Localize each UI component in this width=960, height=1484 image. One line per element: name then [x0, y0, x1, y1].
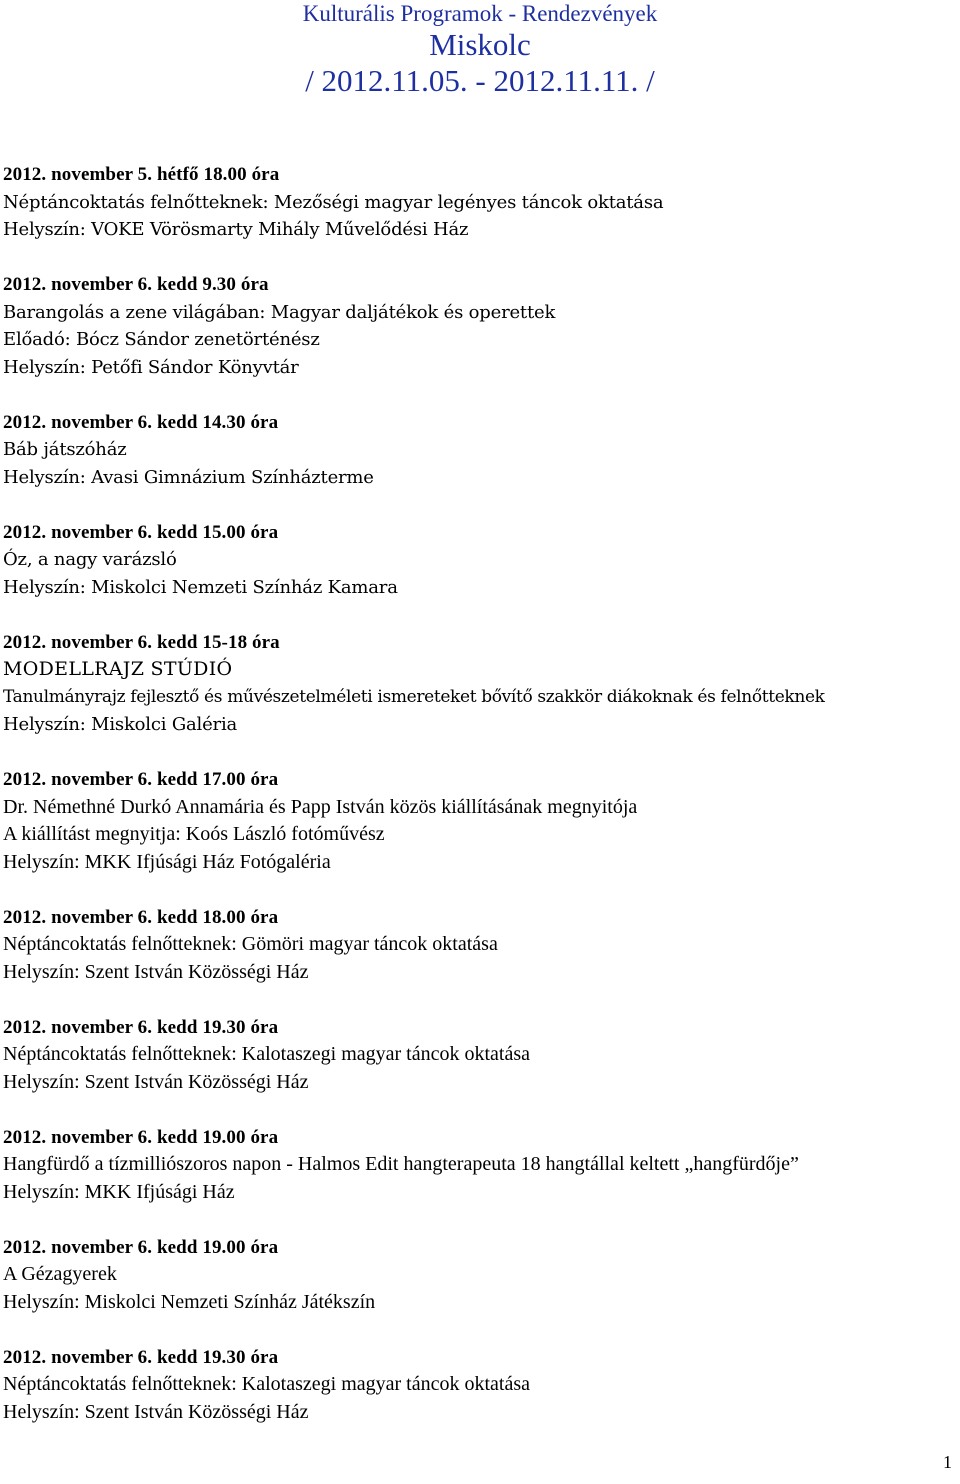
- event-detail-line: Helyszín: VOKE Vörösmarty Mihály Művelődési Ház: [3, 219, 469, 240]
- event-entry: [3, 766, 953, 876]
- event-detail-line: Tanulmányrajz fejlesztő és művészetelméleti ismereteket bővítő szakkör diákoknak és felnőtteknek: [3, 686, 825, 707]
- event-detail-line: Néptáncoktatás felnőtteknek: Mezőségi magyar legényes táncok oktatása: [3, 191, 664, 213]
- event-detail-line: Helyszín: Szent István Közösségi Ház: [3, 1070, 309, 1093]
- event-date: 2012. november 6. kedd 19.30 óra: [3, 1346, 279, 1368]
- page-number: 1: [943, 1452, 952, 1472]
- event-detail-line: Előadó: Bócz Sándor zenetörténész: [3, 329, 320, 350]
- event-detail-line: Helyszín: Szent István Közösségi Ház: [3, 1400, 309, 1423]
- event-entry: [3, 1234, 953, 1317]
- event-entry: [3, 904, 953, 987]
- event-detail-line: A Gézagyerek: [3, 1263, 117, 1285]
- event-detail-line: Óz, a nagy varázsló: [3, 549, 177, 570]
- document-header: [0, 0, 960, 99]
- event-detail-line: MODELLRAJZ STÚDIÓ: [3, 658, 233, 680]
- event-date: 2012. november 6. kedd 19.30 óra: [3, 1016, 279, 1038]
- event-date: 2012. november 6. kedd 18.00 óra: [3, 906, 279, 928]
- header-date-range: / 2012.11.05. - 2012.11.11. /: [305, 63, 655, 98]
- event-date: 2012. november 6. kedd 17.00 óra: [3, 769, 279, 790]
- event-detail-line: Helyszín: Szent István Közösségi Ház: [3, 960, 309, 983]
- event-detail-line: Helyszín: Miskolci Galéria: [3, 714, 238, 735]
- event-detail-line: Dr. Némethné Durkó Annamária és Papp István közös kiállításának megnyitója: [3, 795, 638, 818]
- event-detail-line: Helyszín: Miskolci Nemzeti Színház Kamara: [3, 576, 398, 598]
- event-detail-line: Hangfürdő a tízmilliószoros napon - Halmos Edit hangterapeuta 18 hangtállal keltett „hangfürdője”: [3, 1153, 799, 1175]
- event-detail-line: Helyszín: MKK Ifjúsági Ház Fotógaléria: [3, 850, 331, 873]
- event-detail-line: Helyszín: MKK Ifjúsági Ház: [3, 1180, 235, 1203]
- event-detail-line: Helyszín: Miskolci Nemzeti Színház Játékszín: [3, 1290, 376, 1313]
- event-date: 2012. november 5. hétfő 18.00 óra: [3, 164, 280, 185]
- header-subtitle: Kulturális Programok - Rendezvények: [302, 1, 658, 26]
- event-detail-line: Helyszín: Avasi Gimnázium Színházterme: [3, 466, 374, 488]
- event-date: 2012. november 6. kedd 9.30 óra: [3, 274, 269, 295]
- event-date: 2012. november 6. kedd 15-18 óra: [3, 631, 280, 653]
- event-date: 2012. november 6. kedd 14.30 óra: [3, 411, 279, 433]
- event-detail-line: Néptáncoktatás felnőtteknek: Gömöri magyar táncok oktatása: [3, 933, 498, 955]
- event-detail-line: Néptáncoktatás felnőtteknek: Kalotaszegi magyar táncok oktatása: [3, 1373, 531, 1395]
- event-list: [3, 161, 953, 1454]
- event-date: 2012. november 6. kedd 15.00 óra: [3, 521, 279, 543]
- event-detail-line: A kiállítást megnyitja: Koós László fotóművész: [3, 823, 385, 845]
- event-entry: [3, 409, 953, 492]
- event-entry: [3, 519, 953, 602]
- event-entry: [3, 161, 953, 244]
- event-entry: [3, 1344, 953, 1427]
- event-entry: [3, 1014, 953, 1097]
- event-detail-line: Néptáncoktatás felnőtteknek: Kalotaszegi magyar táncok oktatása: [3, 1043, 531, 1065]
- event-entry: [3, 271, 953, 381]
- event-detail-line: Helyszín: Petőfi Sándor Könyvtár: [3, 356, 299, 378]
- event-detail-line: Barangolás a zene világában: Magyar daljátékok és operettek: [3, 301, 556, 323]
- event-entry: [3, 629, 953, 739]
- header-city: Miskolc: [429, 27, 531, 62]
- event-detail-line: Báb játszóház: [3, 439, 127, 460]
- event-entry: [3, 1124, 953, 1207]
- event-date: 2012. november 6. kedd 19.00 óra: [3, 1126, 279, 1148]
- event-date: 2012. november 6. kedd 19.00 óra: [3, 1236, 279, 1258]
